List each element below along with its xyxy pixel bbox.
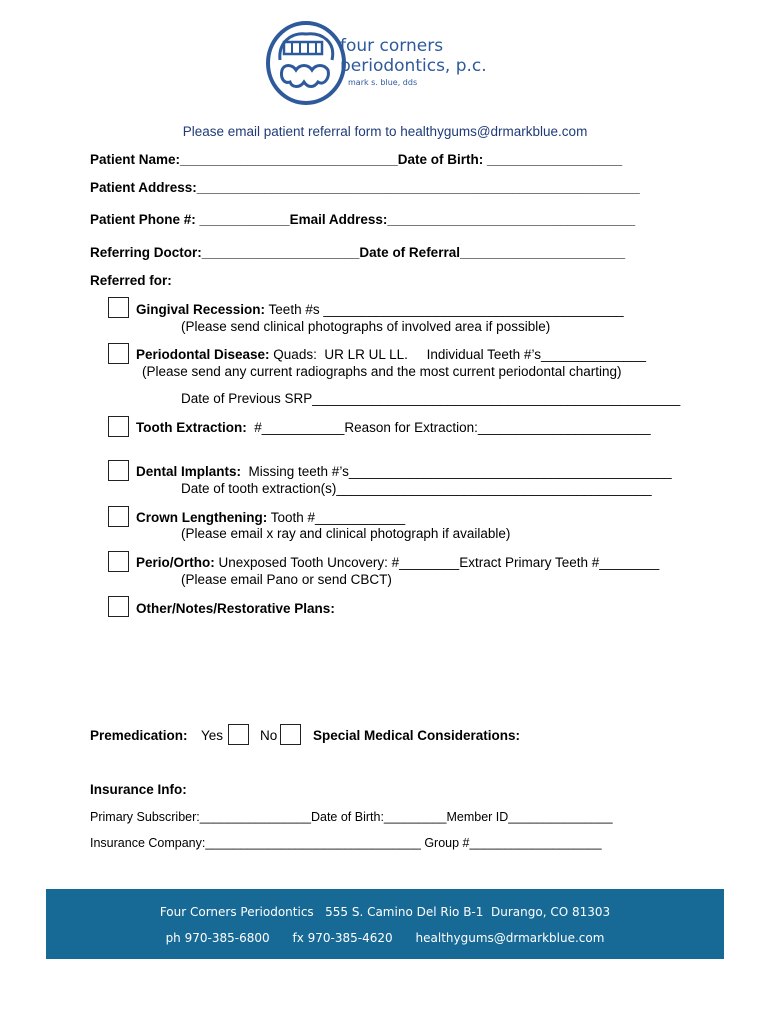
perio-ortho-label: Perio/Ortho: [136,555,215,570]
premedication-yes-checkbox[interactable] [228,724,249,745]
special-medical-considerations-label: Special Medical Considerations: [313,728,521,743]
crown-lengthening-label: Crown Lengthening: [136,510,268,525]
gingival-recession-field: Teeth #s ________________________________________ [265,302,624,317]
dental-implants-line[interactable] [136,464,672,479]
footer-contact: ph 970-385-6800 fx 970-385-4620 healthygums@drmarkblue.com [165,931,605,945]
practice-logo [262,18,502,108]
referred-for-label: Referred for: [90,273,172,288]
perio-ortho-line[interactable] [136,555,659,570]
crown-lengthening-field: Tooth #____________ [267,510,406,525]
perio-ortho-field: Unexposed Tooth Uncovery: #________Extract Primary Teeth #________ [214,555,660,570]
logo-name-line1: four corners [340,36,444,56]
gingival-recession-checkbox[interactable] [108,297,129,318]
patient-phone-email-row[interactable]: Patient Phone #: ____________Email Address:_________________________________ [90,212,636,227]
premedication-label: Premedication: [90,728,188,743]
tooth-extraction-checkbox[interactable] [108,416,129,437]
referring-doctor-row[interactable]: Referring Doctor:_____________________Date of Referral______________________ [90,245,626,260]
crown-lengthening-note: (Please email x ray and clinical photograph if available) [181,526,511,541]
gingival-recession-line[interactable] [136,302,624,317]
perio-ortho-note: (Please email Pano or send CBCT) [181,572,392,587]
periodontal-disease-note: (Please send any current radiographs and the most current periodontal charting) [142,364,622,379]
other-notes-area[interactable] [136,622,676,712]
dental-implants-label: Dental Implants: [136,464,242,479]
previous-srp-field[interactable]: Date of Previous SRP_________________________________________________ [181,391,681,406]
dental-implants-field: Missing teeth #’s___________________________________________ [241,464,672,479]
footer-address: Four Corners Periodontics 555 S. Camino Del Rio B-1 Durango, CO 81303 [159,905,611,919]
premedication-yes-label: Yes [201,728,224,743]
tooth-extraction-date-field[interactable]: Date of tooth extraction(s)__________________________________________ [181,481,652,496]
tooth-extraction-field: #___________Reason for Extraction:_______________________ [246,420,651,435]
tooth-extraction-line[interactable] [136,420,651,435]
patient-address-row[interactable]: Patient Address:___________________________________________________________ [90,180,640,195]
insurance-company-row[interactable]: Insurance Company:_______________________________ Group #___________________ [90,836,602,850]
premedication-no-checkbox[interactable] [280,724,301,745]
gingival-recession-label: Gingival Recession: [136,302,266,317]
dental-implants-checkbox[interactable] [108,460,129,481]
premedication-no-label: No [260,728,278,743]
periodontal-disease-label: Periodontal Disease: [136,347,270,362]
email-instruction: Please email patient referral form to healthygums@drmarkblue.com [182,124,588,139]
gingival-recession-note: (Please send clinical photographs of involved area if possible) [181,319,551,334]
insurance-info-label: Insurance Info: [90,782,187,797]
periodontal-disease-checkbox[interactable] [108,343,129,364]
periodontal-disease-line[interactable] [136,347,646,362]
patient-name-row[interactable]: Patient Name:_____________________________Date of Birth: __________________ [90,152,623,167]
periodontal-disease-field: Quads: UR LR UL LL. Individual Teeth #’s______________ [269,347,647,362]
primary-subscriber-row[interactable]: Primary Subscriber:________________Date of Birth:_________Member ID_______________ [90,810,613,824]
crown-lengthening-line[interactable] [136,510,405,525]
logo-name-line2: periodontics, p.c. [340,56,487,76]
crown-lengthening-checkbox[interactable] [108,506,129,527]
tooth-extraction-label: Tooth Extraction: [136,420,247,435]
footer-banner [46,889,724,959]
perio-ortho-checkbox[interactable] [108,551,129,572]
other-notes-checkbox[interactable] [108,596,129,617]
other-notes-label: Other/Notes/Restorative Plans: [136,601,335,616]
logo-doctor: mark s. blue, dds [348,78,418,87]
